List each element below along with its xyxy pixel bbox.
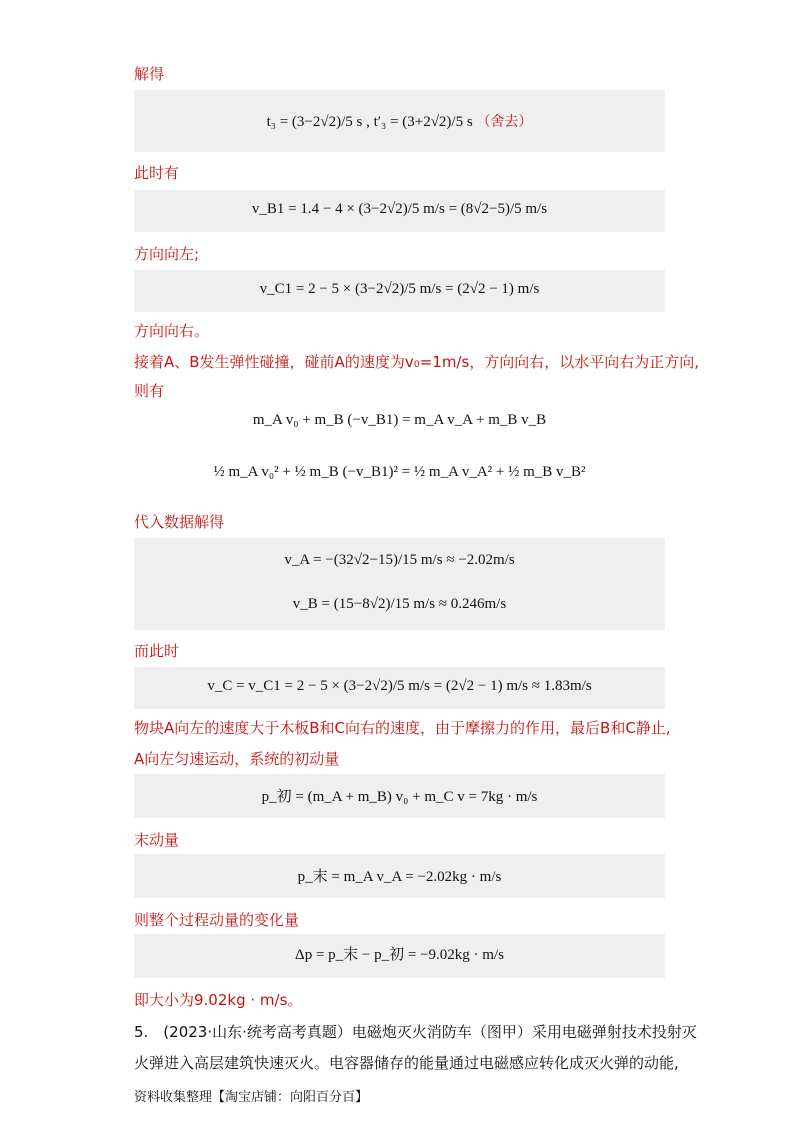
equation-energy: ½ m_A v₀² + ½ m_B (−v_B1)² = ½ m_A v_A² + ½ m_B v_B² bbox=[213, 464, 586, 480]
page-footer: 资料收集整理【淘宝店铺：向阳百分百】 bbox=[134, 1090, 369, 1105]
equation-p-init: p_初 = (m_A + m_B) v₀ + m_C v = 7kg · m/s bbox=[261, 789, 538, 805]
equation-box-p-init bbox=[134, 774, 665, 818]
equation-vB: v_B = (15−8√2)/15 m/s ≈ 0.246m/s bbox=[292, 596, 507, 612]
equation-box-p-final bbox=[134, 854, 665, 898]
label-direction-right: 方向向右。 bbox=[134, 322, 210, 340]
text-collision-line1: 接着A、B发生弹性碰撞，碰前A的速度为v₀=1m/s，方向向右，以水平向右为正方向, bbox=[134, 353, 700, 371]
equation-vC: v_C = v_C1 = 2 − 5 × (3−2√2)/5 m/s = (2√2 − 1) m/s ≈ 1.83m/s bbox=[207, 678, 592, 694]
equation-box-vB1 bbox=[134, 190, 665, 232]
equation-box-velocities bbox=[134, 538, 665, 630]
label-jiede: 解得 bbox=[134, 65, 165, 83]
equation-p-final: p_末 = m_A v_A = −2.02kg · m/s bbox=[297, 869, 502, 885]
equation-box-vC bbox=[134, 667, 665, 709]
equation-box-dp bbox=[134, 934, 665, 978]
equation-box-t3 bbox=[134, 90, 665, 152]
label-final-momentum: 末动量 bbox=[134, 831, 180, 849]
label-cishi: 此时有 bbox=[134, 164, 180, 182]
text-problem-line1: 5. (2023·山东·统考高考真题）电磁炮灭火消防车（图甲）采用电磁弹射技术投射灭 bbox=[134, 1023, 697, 1041]
label-direction-left: 方向向左; bbox=[134, 245, 200, 263]
label-substitute: 代入数据解得 bbox=[134, 513, 225, 531]
text-problem-line2: 火弹进入高层建筑快速灭火。电容器储存的能量通过电磁感应转化成灭火弹的动能, bbox=[134, 1054, 679, 1072]
equation-vA: v_A = −(32√2−15)/15 m/s ≈ −2.02m/s bbox=[284, 552, 515, 568]
equation-momentum: m_A v₀ + m_B (−v_B1) = m_A v_A + m_B v_B bbox=[252, 412, 547, 428]
text-change: 则整个过程动量的变化量 bbox=[134, 911, 300, 929]
equation-t3 bbox=[134, 111, 665, 131]
text-magnitude: 即大小为9.02kg · m/s。 bbox=[134, 991, 303, 1009]
equation-box-vC1 bbox=[134, 270, 665, 312]
equation-dp: Δp = p_末 − p_初 = −9.02kg · m/s bbox=[295, 947, 504, 963]
text-block-line1: 物块A向左的速度大于木板B和C向右的速度，由于摩擦力的作用，最后B和C静止, bbox=[134, 719, 671, 737]
equation-box-collision bbox=[134, 400, 665, 508]
text-collision-line2: 则有 bbox=[134, 382, 165, 400]
discard-note: （舍去） bbox=[476, 114, 533, 130]
equation-vC1: v_C1 = 2 − 5 × (3−2√2)/5 m/s = (2√2 − 1) m/s bbox=[259, 281, 540, 297]
text-block-line2: A向左匀速运动，系统的初动量 bbox=[134, 750, 340, 768]
equation-t3-text: t₃ = (3−2√2)/5 s , t′₃ = (3+2√2)/5 s bbox=[266, 114, 473, 130]
label-meanwhile: 而此时 bbox=[134, 642, 180, 660]
equation-vB1: v_B1 = 1.4 − 4 × (3−2√2)/5 m/s = (8√2−5)/5 m/s bbox=[251, 201, 548, 217]
